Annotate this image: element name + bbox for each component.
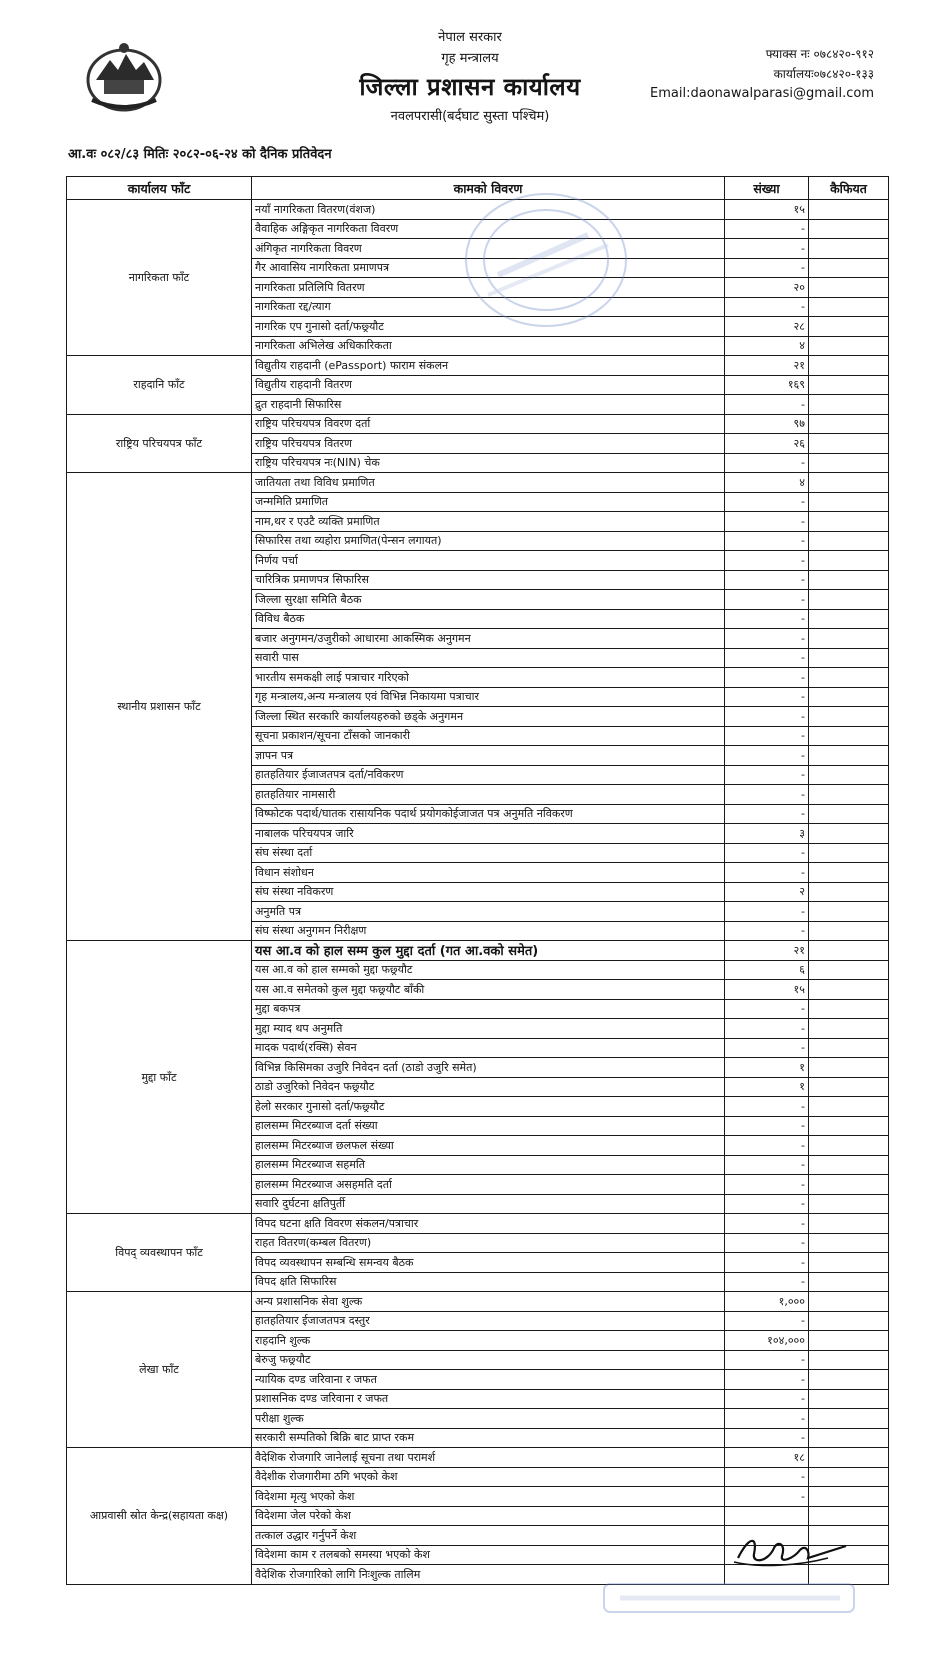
row-count: - [725, 921, 809, 941]
row-count: - [725, 1311, 809, 1331]
table-row [67, 200, 889, 220]
row-remarks [809, 999, 889, 1019]
row-remarks [809, 356, 889, 376]
row-count [725, 1506, 809, 1526]
row-count: ६ [725, 960, 809, 980]
row-description: ज्ञापन पत्र [252, 746, 725, 766]
row-description: विपद घटना क्षति विवरण संकलन/पत्राचार [252, 1214, 725, 1234]
row-remarks [809, 1331, 889, 1351]
row-remarks [809, 902, 889, 922]
row-count: - [725, 297, 809, 317]
row-remarks [809, 1155, 889, 1175]
header-section: कार्यालय फाँट [67, 177, 252, 200]
row-description: हालसम्म मिटरब्याज सहमति [252, 1155, 725, 1175]
row-count: - [725, 1467, 809, 1487]
row-description: बजार अनुगमन/उजुरीको आधारमा आकस्मिक अनुगमन [252, 629, 725, 649]
row-remarks [809, 512, 889, 532]
row-description: मुद्दा बकपत्र [252, 999, 725, 1019]
row-count: - [725, 492, 809, 512]
row-description: नागरिकता अभिलेख अधिकारिकता [252, 336, 725, 356]
row-count: - [725, 219, 809, 239]
row-count: - [725, 707, 809, 727]
row-count: - [725, 746, 809, 766]
nepal-government-emblem [82, 40, 166, 114]
gov-name: नेपाल सरकार [438, 30, 502, 45]
row-remarks [809, 1350, 889, 1370]
row-description: द्रुत राहदानी सिफारिस [252, 395, 725, 415]
row-remarks [809, 1409, 889, 1429]
row-description: वैदेशिक रोजगारिको लागि निःशुल्क तालिम [252, 1565, 725, 1585]
row-count: - [725, 239, 809, 259]
contact-info [650, 44, 874, 104]
row-remarks [809, 375, 889, 395]
row-count: - [725, 1409, 809, 1429]
section-name: राहदानि फाँट [67, 356, 252, 415]
table-row [67, 941, 889, 961]
row-description: तत्काल उद्धार गर्नुपर्ने केश [252, 1526, 725, 1546]
row-count: - [725, 1370, 809, 1390]
row-remarks [809, 1545, 889, 1565]
row-description: सिफारिस तथा व्यहोरा प्रमाणित(पेन्सन लगायत) [252, 531, 725, 551]
letterhead [300, 28, 640, 130]
row-description: वैदेशीक रोजगारीमा ठगि भएको केश [252, 1467, 725, 1487]
row-count: - [725, 395, 809, 415]
row-count: ३ [725, 824, 809, 844]
row-remarks [809, 1214, 889, 1234]
row-remarks [809, 317, 889, 337]
row-remarks [809, 590, 889, 610]
row-description: विदेशमा जेल परेको केश [252, 1506, 725, 1526]
row-count: - [725, 765, 809, 785]
row-count [725, 1526, 809, 1546]
row-remarks [809, 219, 889, 239]
row-description: गृह मन्त्रालय,अन्य मन्त्रालय एवं विभिन्न निकायमा पत्राचार [252, 687, 725, 707]
row-count: - [725, 590, 809, 610]
row-remarks [809, 980, 889, 1000]
row-count: - [725, 1214, 809, 1234]
row-count: - [725, 1097, 809, 1117]
row-description: वैदेशिक रोजगारि जानेलाई सूचना तथा परामर्श [252, 1448, 725, 1468]
row-count: १६९ [725, 375, 809, 395]
row-description: जिल्ला स्थित सरकारि कार्यालयहरुको छड्के अनुगमन [252, 707, 725, 727]
section-name: नागरिकता फाँट [67, 200, 252, 356]
row-description: नागरिकता प्रतिलिपि वितरण [252, 278, 725, 298]
row-remarks [809, 1526, 889, 1546]
row-description: नयाँ नागरिकता वितरण(वंशज) [252, 200, 725, 220]
row-description: हातहतियार नामसारी [252, 785, 725, 805]
row-count: २ [725, 882, 809, 902]
row-remarks [809, 1233, 889, 1253]
row-count: - [725, 843, 809, 863]
row-remarks [809, 1019, 889, 1039]
row-count: - [725, 551, 809, 571]
section-name: आप्रवासी स्रोत केन्द्र(सहायता कक्ष) [67, 1448, 252, 1585]
row-count: - [725, 1194, 809, 1214]
row-remarks [809, 414, 889, 434]
row-count: - [725, 1272, 809, 1292]
row-remarks [809, 1487, 889, 1507]
row-count: - [725, 1136, 809, 1156]
row-description: अंगिकृत नागरिकता विवरण [252, 239, 725, 259]
row-count: - [725, 1350, 809, 1370]
table-row [67, 414, 889, 434]
row-description: विष्फोटक पदार्थ/घातक रासायनिक पदार्थ प्रयोगकोईजाजत पत्र अनुमति नविकरण [252, 804, 725, 824]
row-remarks [809, 921, 889, 941]
row-remarks [809, 1428, 889, 1448]
row-description: विदेशमा काम र तलबको समस्या भएको केश [252, 1545, 725, 1565]
row-description: हालसम्म मिटरब्याज असहमति दर्ता [252, 1175, 725, 1195]
header-description: कामको विवरण [252, 177, 725, 200]
row-count: ४ [725, 473, 809, 493]
row-remarks [809, 687, 889, 707]
row-description: विद्युतीय राहदानी वितरण [252, 375, 725, 395]
row-remarks [809, 1506, 889, 1526]
row-count: १५ [725, 980, 809, 1000]
row-count: - [725, 609, 809, 629]
section-name: राष्ट्रिय परिचयपत्र फाँट [67, 414, 252, 473]
section-name: लेखा फाँट [67, 1292, 252, 1448]
row-description: वैवाहिक अङ्गिकृत नागरिकता विवरण [252, 219, 725, 239]
row-description: यस आ.व समेतको कुल मुद्दा फछ्र्यौट बाँकी [252, 980, 725, 1000]
row-remarks [809, 297, 889, 317]
row-description: राष्ट्रिय परिचयपत्र नः(NIN) चेक [252, 453, 725, 473]
row-count: - [725, 1155, 809, 1175]
header-count: संख्या [725, 177, 809, 200]
row-remarks [809, 726, 889, 746]
row-remarks [809, 824, 889, 844]
row-remarks [809, 1370, 889, 1390]
fax-number: फ्याक्स नः ०७८४२०-९१२ [765, 47, 874, 61]
row-count: २१ [725, 941, 809, 961]
row-count: - [725, 999, 809, 1019]
row-description: हालसम्म मिटरब्याज छलफल संख्या [252, 1136, 725, 1156]
row-count: - [725, 785, 809, 805]
row-remarks [809, 434, 889, 454]
row-count: - [725, 1253, 809, 1273]
row-count: - [725, 1428, 809, 1448]
row-count: - [725, 1175, 809, 1195]
row-remarks [809, 473, 889, 493]
section-name: स्थानीय प्रशासन फाँट [67, 473, 252, 941]
row-description: सवारि दुर्घटना क्षतिपुर्ती [252, 1194, 725, 1214]
row-remarks [809, 941, 889, 961]
row-count: १८ [725, 1448, 809, 1468]
row-description: यस आ.व को हाल सम्म कुल मुद्दा दर्ता (गत आ.वको समेत) [252, 941, 725, 961]
report-title: आ.वः ०८२/८३ मितिः २०८२-०६-२४ को दैनिक प्रतिवेदन [68, 147, 332, 162]
ministry-name: गृह मन्त्रालय [441, 51, 499, 66]
row-description: यस आ.व को हाल सम्मको मुद्दा फछ्र्यौट [252, 960, 725, 980]
row-description: निर्णय पर्चा [252, 551, 725, 571]
row-count: - [725, 512, 809, 532]
row-count: - [725, 453, 809, 473]
row-remarks [809, 1097, 889, 1117]
header-remarks: कैफियत [809, 177, 889, 200]
row-description: राष्ट्रिय परिचयपत्र वितरण [252, 434, 725, 454]
row-remarks [809, 1467, 889, 1487]
row-remarks [809, 1389, 889, 1409]
row-count: - [725, 804, 809, 824]
row-description: नागरिक एप गुनासो दर्ता/फछ्र्यौट [252, 317, 725, 337]
row-remarks [809, 707, 889, 727]
table-row [67, 1448, 889, 1468]
row-remarks [809, 960, 889, 980]
row-remarks [809, 1175, 889, 1195]
row-description: नाबालक परिचयपत्र जारि [252, 824, 725, 844]
row-remarks [809, 1038, 889, 1058]
row-description: राहदानि शुल्क [252, 1331, 725, 1351]
row-description: विदेशमा मृत्यु भएको केश [252, 1487, 725, 1507]
row-count: - [725, 1389, 809, 1409]
row-description: विद्युतीय राहदानी (ePassport) फाराम संकलन [252, 356, 725, 376]
section-name: मुद्दा फाँट [67, 941, 252, 1214]
row-description: मादक पदार्थ(रक्सि) सेवन [252, 1038, 725, 1058]
row-remarks [809, 804, 889, 824]
row-remarks [809, 278, 889, 298]
row-description: अनुमति पत्र [252, 902, 725, 922]
row-remarks [809, 239, 889, 259]
row-remarks [809, 492, 889, 512]
row-remarks [809, 336, 889, 356]
row-count: - [725, 863, 809, 883]
section-name: विपद् व्यवस्थापन फाँट [67, 1214, 252, 1292]
row-remarks [809, 1077, 889, 1097]
row-description: जन्ममिति प्रमाणित [252, 492, 725, 512]
row-description: न्यायिक दण्ड जरिवाना र जफत [252, 1370, 725, 1390]
table-row [67, 1214, 889, 1234]
row-count: - [725, 531, 809, 551]
row-description: चारित्रिक प्रमाणपत्र सिफारिस [252, 570, 725, 590]
row-description: परीक्षा शुल्क [252, 1409, 725, 1429]
row-remarks [809, 863, 889, 883]
row-remarks [809, 1311, 889, 1331]
row-count: ९७ [725, 414, 809, 434]
row-count [725, 1565, 809, 1585]
table-body [67, 200, 889, 1585]
row-count: १५ [725, 200, 809, 220]
office-phone: कार्यालयः०७८४२०-१३३ [773, 67, 874, 81]
row-description: सरकारी सम्पतिको बिक्रि बाट प्राप्त रकम [252, 1428, 725, 1448]
row-description: भारतीय समकक्षी लाई पत्राचार गरिएको [252, 668, 725, 688]
row-description: संघ संस्था नविकरण [252, 882, 725, 902]
row-description: हातहतियार ईजाजतपत्र दर्ता/नविकरण [252, 765, 725, 785]
row-description: बेरुजु फछ्र्यौट [252, 1350, 725, 1370]
row-description: विभिन्न किसिमका उजुरि निवेदन दर्ता (ठाडो उजुरि समेत) [252, 1058, 725, 1078]
table-header-row [67, 177, 889, 200]
row-count: १ [725, 1077, 809, 1097]
row-count: - [725, 1233, 809, 1253]
row-remarks [809, 785, 889, 805]
row-description: अन्य प्रशासनिक सेवा शुल्क [252, 1292, 725, 1312]
row-remarks [809, 531, 889, 551]
row-remarks [809, 1116, 889, 1136]
row-remarks [809, 609, 889, 629]
row-description: संघ संस्था अनुगमन निरीक्षण [252, 921, 725, 941]
row-count: २६ [725, 434, 809, 454]
row-remarks [809, 765, 889, 785]
row-description: जातियता तथा विविध प्रमाणित [252, 473, 725, 493]
row-count [725, 1545, 809, 1565]
office-name: जिल्ला प्रशासन कार्यालय [359, 73, 581, 101]
row-description: राष्ट्रिय परिचयपत्र विवरण दर्ता [252, 414, 725, 434]
email-address: Email:daonawalparasi@gmail.com [650, 86, 874, 101]
row-count: १०४,००० [725, 1331, 809, 1351]
row-count: - [725, 687, 809, 707]
table-row [67, 1292, 889, 1312]
row-description: प्रशासनिक दण्ड जरिवाना र जफत [252, 1389, 725, 1409]
daily-report-table [66, 176, 889, 1585]
row-count: - [725, 1038, 809, 1058]
row-description: राहत वितरण(कम्बल वितरण) [252, 1233, 725, 1253]
row-remarks [809, 1272, 889, 1292]
row-count: - [725, 648, 809, 668]
row-remarks [809, 1448, 889, 1468]
row-remarks [809, 1058, 889, 1078]
row-description: जिल्ला सुरक्षा समिति बैठक [252, 590, 725, 610]
row-remarks [809, 1292, 889, 1312]
row-count: - [725, 258, 809, 278]
row-description: हालसम्म मिटरब्याज दर्ता संख्या [252, 1116, 725, 1136]
row-remarks [809, 746, 889, 766]
row-remarks [809, 395, 889, 415]
district-name: नवलपरासी(बर्दघाट सुस्ता पश्चिम) [390, 109, 550, 124]
row-description: विपद क्षति सिफारिस [252, 1272, 725, 1292]
row-description: गैर आवासिय नागरिकता प्रमाणपत्र [252, 258, 725, 278]
row-remarks [809, 648, 889, 668]
row-count: - [725, 1487, 809, 1507]
row-remarks [809, 843, 889, 863]
row-remarks [809, 200, 889, 220]
row-count: - [725, 1019, 809, 1039]
row-description: हेलो सरकार गुनासो दर्ता/फछ्र्यौट [252, 1097, 725, 1117]
row-description: सूचना प्रकाशन/सूचना टाँसको जानकारी [252, 726, 725, 746]
row-remarks [809, 1565, 889, 1585]
row-remarks [809, 668, 889, 688]
row-description: नाम,थर र एउटै व्यक्ति प्रमाणित [252, 512, 725, 532]
row-remarks [809, 1194, 889, 1214]
row-description: विधान संशोधन [252, 863, 725, 883]
row-remarks [809, 1136, 889, 1156]
row-count: - [725, 1116, 809, 1136]
row-description: हातहतियार ईजाजतपत्र दस्तुर [252, 1311, 725, 1331]
row-count: - [725, 902, 809, 922]
row-remarks [809, 551, 889, 571]
row-remarks [809, 570, 889, 590]
row-count: - [725, 570, 809, 590]
row-count: - [725, 668, 809, 688]
row-count: - [725, 629, 809, 649]
row-count: - [725, 726, 809, 746]
row-remarks [809, 629, 889, 649]
row-remarks [809, 1253, 889, 1273]
row-description: सवारी पास [252, 648, 725, 668]
row-description: मुद्दा म्याद थप अनुमति [252, 1019, 725, 1039]
table-row [67, 473, 889, 493]
table-row [67, 356, 889, 376]
row-count: २० [725, 278, 809, 298]
row-count: ४ [725, 336, 809, 356]
row-description: नागरिकता रद्द/त्याग [252, 297, 725, 317]
row-remarks [809, 258, 889, 278]
row-count: १,००० [725, 1292, 809, 1312]
row-count: २८ [725, 317, 809, 337]
row-description: विपद व्यवस्थापन सम्बन्धि समन्वय बैठक [252, 1253, 725, 1273]
row-description: विविध बैठक [252, 609, 725, 629]
row-remarks [809, 453, 889, 473]
row-count: २१ [725, 356, 809, 376]
row-count: १ [725, 1058, 809, 1078]
row-description: ठाडो उजुरिको निवेदन फछ्र्यौट [252, 1077, 725, 1097]
row-description: संघ संस्था दर्ता [252, 843, 725, 863]
row-remarks [809, 882, 889, 902]
